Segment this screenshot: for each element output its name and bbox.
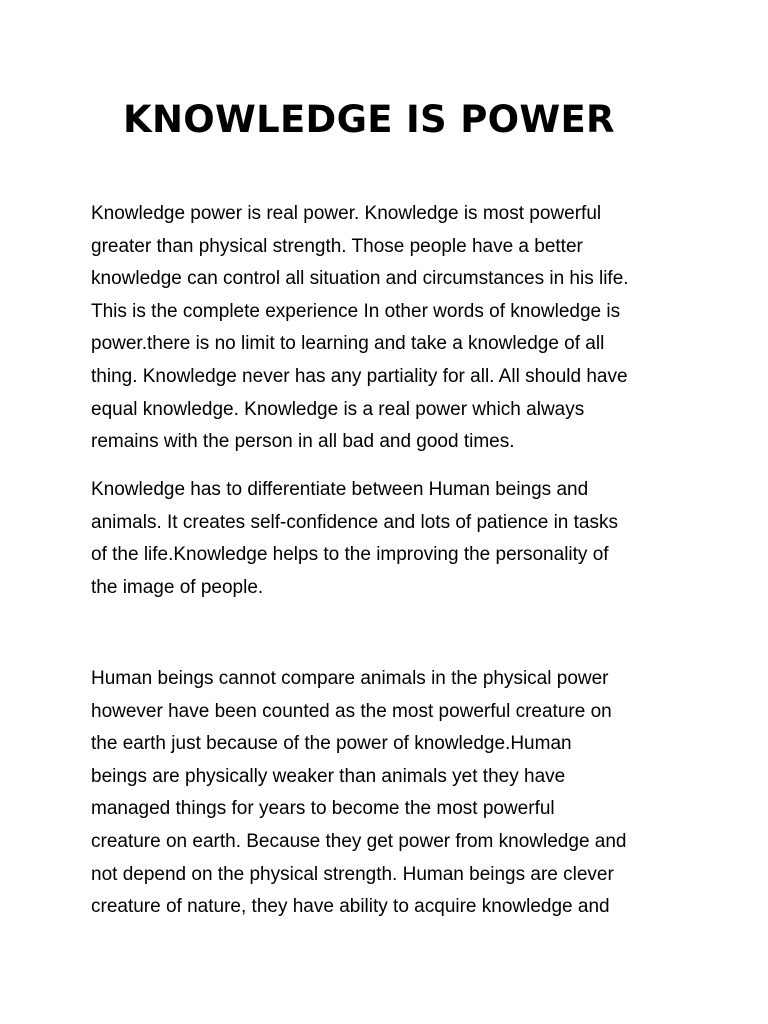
page-title: KNOWLEDGE IS POWER [123, 98, 615, 141]
text-line: Knowledge power is real power. Knowledge is most powerful [91, 203, 602, 224]
text-line: creature on earth. Because they get power from knowledge and [91, 830, 627, 852]
text-line: the earth just because of the power of knowledge.Human [91, 733, 572, 755]
text-line: equal knowledge. Knowledge is a real power which always [91, 398, 585, 420]
text-line: of the life.Knowledge helps to the improving the personality of [91, 544, 609, 566]
text-line: Knowledge has to differentiate between Human beings and [91, 479, 589, 500]
text-line: however have been counted as the most powerful creature on [91, 700, 612, 722]
paragraph-2 [91, 474, 691, 604]
text-line: animals. It creates self-confidence and lots of patience in tasks [91, 511, 618, 533]
text-line: greater than physical strength. Those people have a better [91, 235, 583, 257]
text-line: creature of nature, they have ability to acquire knowledge and [91, 896, 610, 918]
text-line: remains with the person in all bad and good times. [91, 431, 515, 453]
text-line: thing. Knowledge never has any partiality for all. All should have [91, 365, 628, 387]
text-line: knowledge can control all situation and circumstances in his life. [91, 268, 629, 290]
text-line: managed things for years to become the most powerful [91, 798, 555, 820]
text-line: This is the complete experience In other words of knowledge is [91, 300, 621, 322]
paragraph-1 [91, 198, 691, 459]
text-line: not depend on the physical strength. Human beings are clever [91, 863, 614, 885]
paragraph-3 [91, 663, 691, 924]
text-line: power.there is no limit to learning and take a knowledge of all [91, 333, 605, 355]
text-line: Human beings cannot compare animals in the physical power [91, 668, 609, 689]
text-line: beings are physically weaker than animals yet they have [91, 765, 566, 787]
text-line: the image of people. [91, 576, 264, 598]
